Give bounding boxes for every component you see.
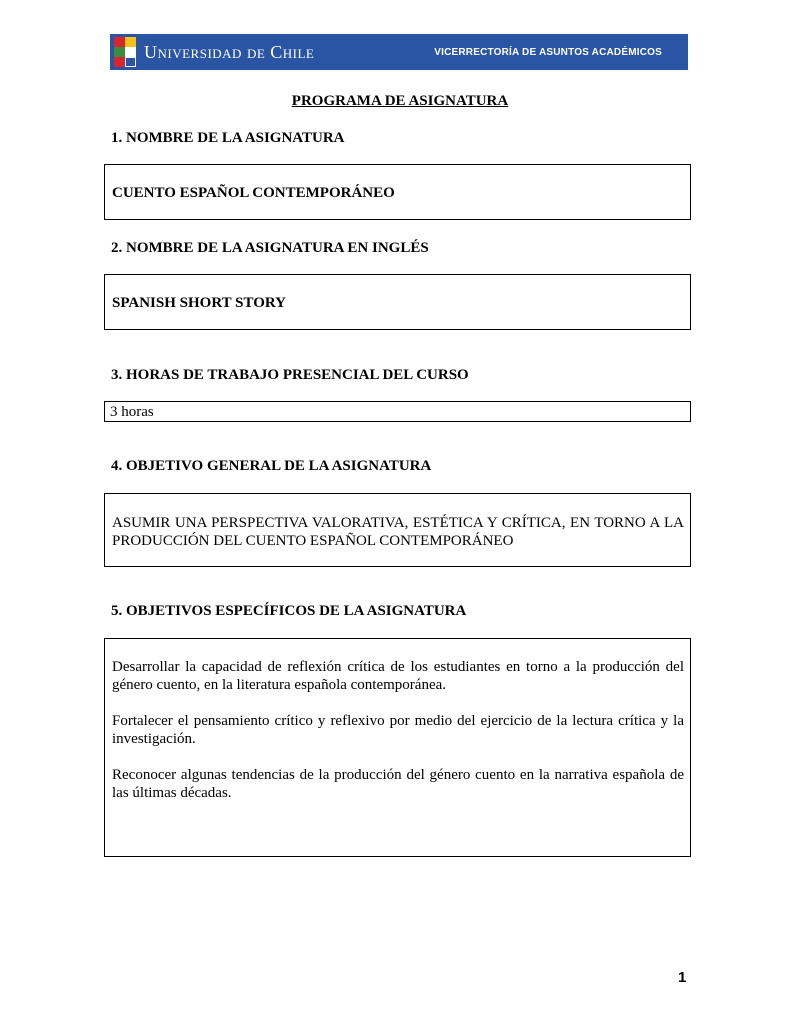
section-2-box [104, 274, 691, 330]
specific-objective-2: Fortalecer el pensamiento crítico y reflexivo por medio del ejercicio de la lectura crítica y la investigación. [112, 713, 684, 747]
university-crest-icon [114, 37, 136, 67]
course-name: CUENTO ESPAÑOL CONTEMPORÁNEO [112, 185, 395, 201]
vicerrectoria-label: VICERRECTORÍA DE ASUNTOS ACADÉMICOS [434, 46, 662, 58]
course-name-english: SPANISH SHORT STORY [112, 295, 287, 311]
section-5-box [104, 638, 691, 857]
specific-objective-1: Desarrollar la capacidad de reflexión crítica de los estudiantes en torno a la producción del género cuento, en la literatura española contemporánea. [112, 659, 684, 693]
section-1-box [104, 164, 691, 220]
section-5-heading: 5. OBJETIVOS ESPECÍFICOS DE LA ASIGNATURA [111, 603, 467, 619]
section-4-heading: 4. OBJETIVO GENERAL DE LA ASIGNATURA [111, 458, 432, 474]
section-3-box [104, 401, 691, 422]
document-title: PROGRAMA DE ASIGNATURA [291, 93, 509, 109]
contact-hours: 3 horas [110, 404, 154, 420]
university-name: Universidad de Chile [144, 41, 315, 62]
section-3-heading: 3. HORAS DE TRABAJO PRESENCIAL DEL CURSO [111, 367, 469, 383]
page-number: 1 [678, 969, 687, 986]
header-banner [110, 34, 688, 70]
section-1-heading: 1. NOMBRE DE LA ASIGNATURA [111, 130, 345, 146]
section-2-heading: 2. NOMBRE DE LA ASIGNATURA EN INGLÉS [111, 240, 429, 256]
general-objective: ASUMIR UNA PERSPECTIVA VALORATIVA, ESTÉTICA Y CRÍTICA, EN TORNO A LA PRODUCCIÓN DEL CUENTO ESPAÑOL CONTEMPORÁNEO [112, 515, 684, 549]
section-4-box [104, 493, 691, 567]
specific-objective-3: Reconocer algunas tendencias de la producción del género cuento en la narrativa española de las últimas décadas. [112, 767, 684, 801]
